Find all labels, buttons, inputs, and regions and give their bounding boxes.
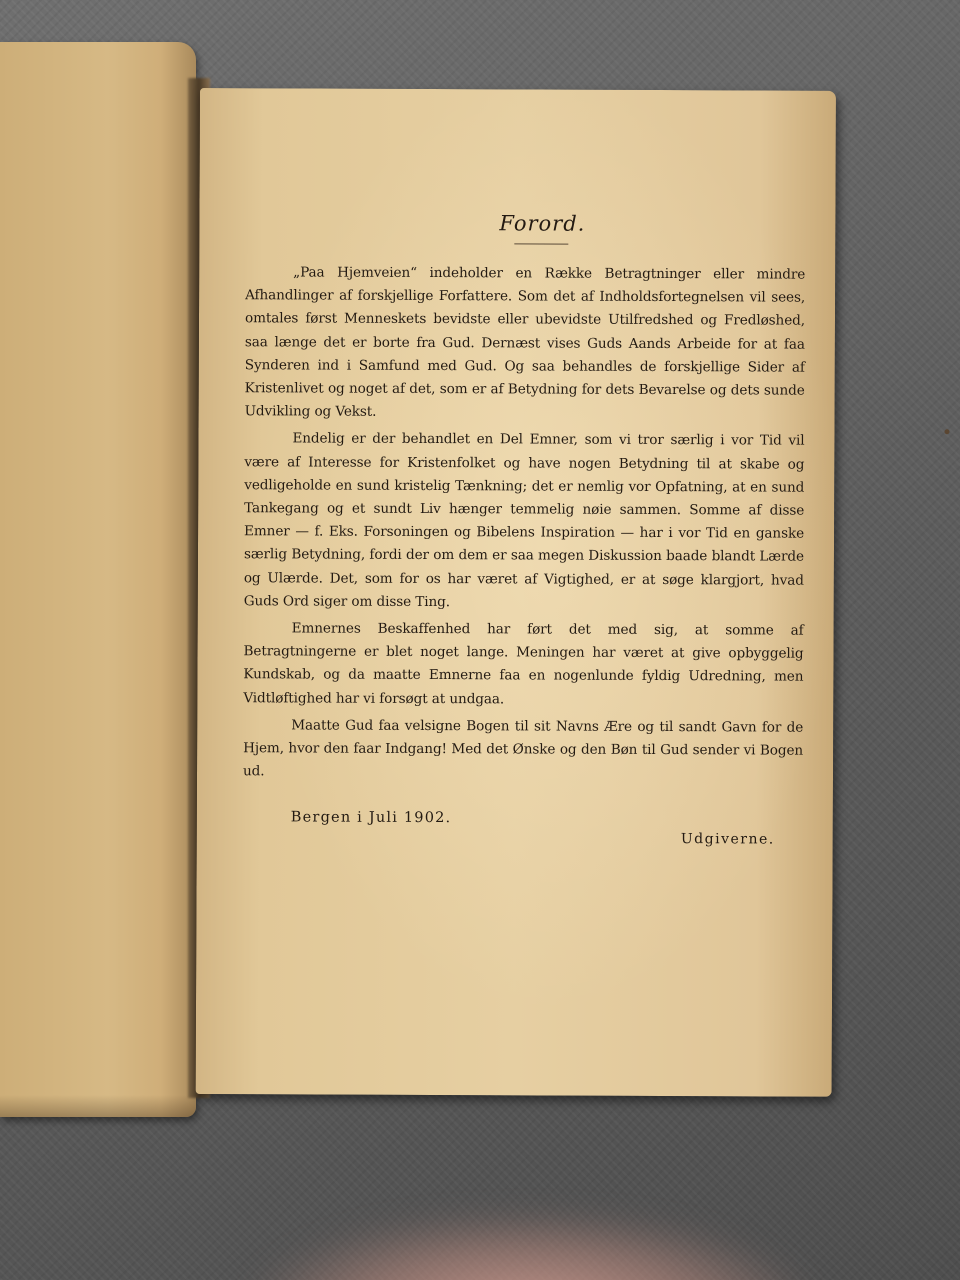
paragraph-3: Emnernes Beskaffenhed har ført det med sig, at somme af Betragtningerne er blet noget lange. Meningen har været at give opbyggelig Kundskab, og da maatte Emnerne faa en nogenlunde fyldig Udredning, men Vidtløftighed har vi forsøgt at undgaa. <box>243 620 804 707</box>
page-text-block <box>243 210 806 848</box>
paragraph-2: Endelig er der behandlet en Del Emner, som vi tror særlig i vor Tid vil være af Interesse for Kristenfolket og have nogen Betydning til at skabe og vedligeholde en sund kristelig Tænkning; det er nemlig vor Opfatning, at en sund Tankegang og et sundt Liv hænger temmelig nøie sammen. Somme af disse Emner — f. Eks. Forsoningen og Bibelens Inspiration — har i vor Tid en ganske særlig Betydning, fordi der om dem er saa megen Diskussion baade blandt Lærde og Ulærde. Det, som for os har været af Vigtighed, er at søge klargjort, hvad Guds Ord siger om disse Ting. <box>243 430 805 610</box>
title-rule <box>514 243 568 244</box>
ink-speck <box>944 429 949 434</box>
left-book-page <box>0 42 196 1117</box>
paragraph-4: Maatte Gud faa velsigne Bogen til sit Navns Ære og til sandt Gavn for de Hjem, hvor den faar Indgang! Med det Ønske og den Bøn til Gud sender vi Bogen ud. <box>242 717 804 780</box>
paragraph-1: „Paa Hjemveien“ indeholder en Række Betragtninger eller mindre Afhandlinger af forskjellige Forfattere. Som det af Indholdsfortegnelsen vil sees, omtales først Menneskets bevidste eller ubevidste Utilfredshed og Fredløshed, saa længe det er borte fra Gud. Dernæst vises Guds Aands Arbeide for at faa Synderen ind i Samfund med Gud. Og saa behandles de forskjellige Sider af Kristenlivet og noget af det, som er af Betydning for dets Bevarelse og dets sunde Udvikling og Vekst. <box>244 264 806 420</box>
finger-blur <box>250 1215 810 1280</box>
signature: Udgiverne. <box>680 831 775 848</box>
right-book-page <box>196 88 836 1097</box>
place-date: Bergen i Juli 1902. <box>290 809 452 827</box>
page-title: Forord. <box>499 211 586 236</box>
